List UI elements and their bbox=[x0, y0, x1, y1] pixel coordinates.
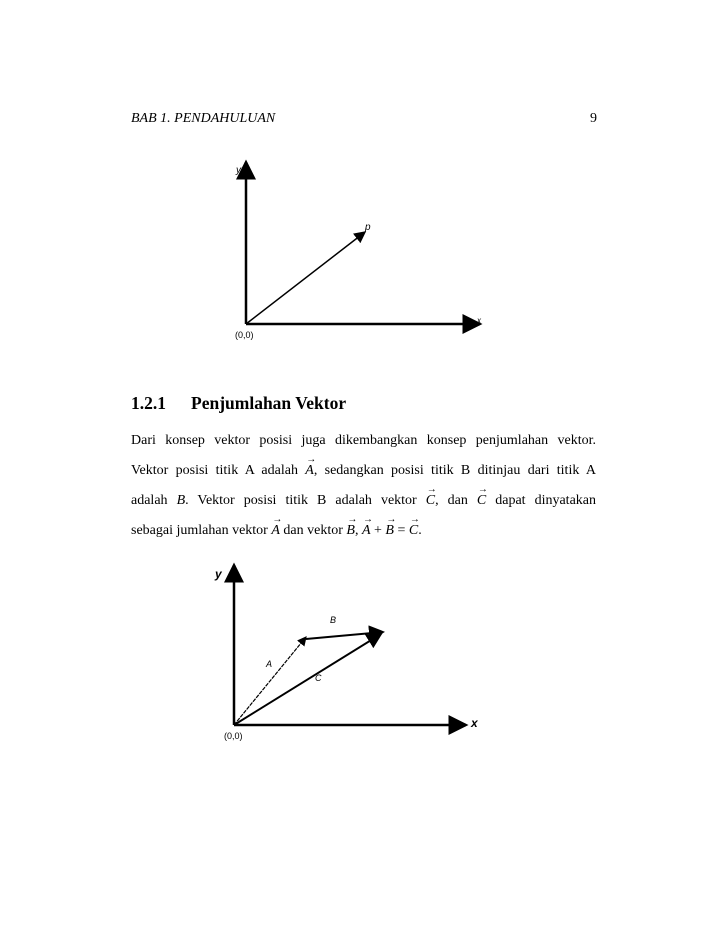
y-axis-label: y bbox=[236, 165, 241, 176]
x-axis-label: x bbox=[477, 316, 481, 325]
vector-C-symbol: → C bbox=[426, 486, 435, 516]
vector-C-symbol: → C bbox=[409, 516, 418, 546]
section-title: Penjumlahan Vektor bbox=[191, 393, 347, 413]
vector-C-label: C bbox=[315, 673, 322, 683]
origin-label: (0,0) bbox=[224, 731, 243, 741]
paragraph-line-2: Vektor posisi titik A adalah → A, sedangkan posisi titik B ditinjau dari titik A bbox=[131, 456, 596, 486]
vector-B-symbol: → B bbox=[385, 516, 394, 546]
vector-B bbox=[306, 632, 383, 639]
vector-A-symbol: → A bbox=[271, 516, 280, 546]
origin-label: (0,0) bbox=[235, 330, 254, 340]
vector-B-label: B bbox=[330, 615, 337, 625]
y-axis-label: y bbox=[215, 567, 222, 581]
vector-addition-figure bbox=[200, 560, 500, 770]
vector-C bbox=[234, 634, 381, 725]
section-heading bbox=[131, 393, 346, 414]
paragraph-line-3: adalah B. Vektor posisi titik B adalah vektor → C, dan → C dapat dinyatakan bbox=[131, 486, 596, 516]
vector-C-symbol: → C bbox=[477, 486, 486, 516]
vector-B-symbol: → B bbox=[346, 516, 355, 546]
running-head bbox=[131, 111, 597, 127]
position-vector-figure bbox=[200, 150, 500, 350]
variable-B-symbol: B bbox=[176, 493, 186, 508]
page-number: 9 bbox=[590, 111, 597, 126]
chapter-title: BAB 1. PENDAHULUAN bbox=[131, 111, 276, 126]
vector-A-symbol: → A bbox=[305, 456, 314, 486]
point-p-label: p bbox=[365, 222, 371, 233]
section-number: 1.2.1 bbox=[131, 393, 166, 413]
paragraph-line-4: sebagai jumlahan vektor → A dan vektor → B, → A + → B = → C. bbox=[131, 516, 596, 546]
x-axis-label: x bbox=[471, 716, 478, 730]
paragraph bbox=[131, 426, 596, 546]
vector-A-symbol: → A bbox=[362, 516, 371, 546]
paragraph-line-1: Dari konsep vektor posisi juga dikembangkan konsep penjumlahan vektor. bbox=[131, 433, 596, 448]
vector-p bbox=[246, 232, 365, 324]
vector-A bbox=[234, 637, 306, 725]
vector-A-label: A bbox=[266, 659, 273, 669]
